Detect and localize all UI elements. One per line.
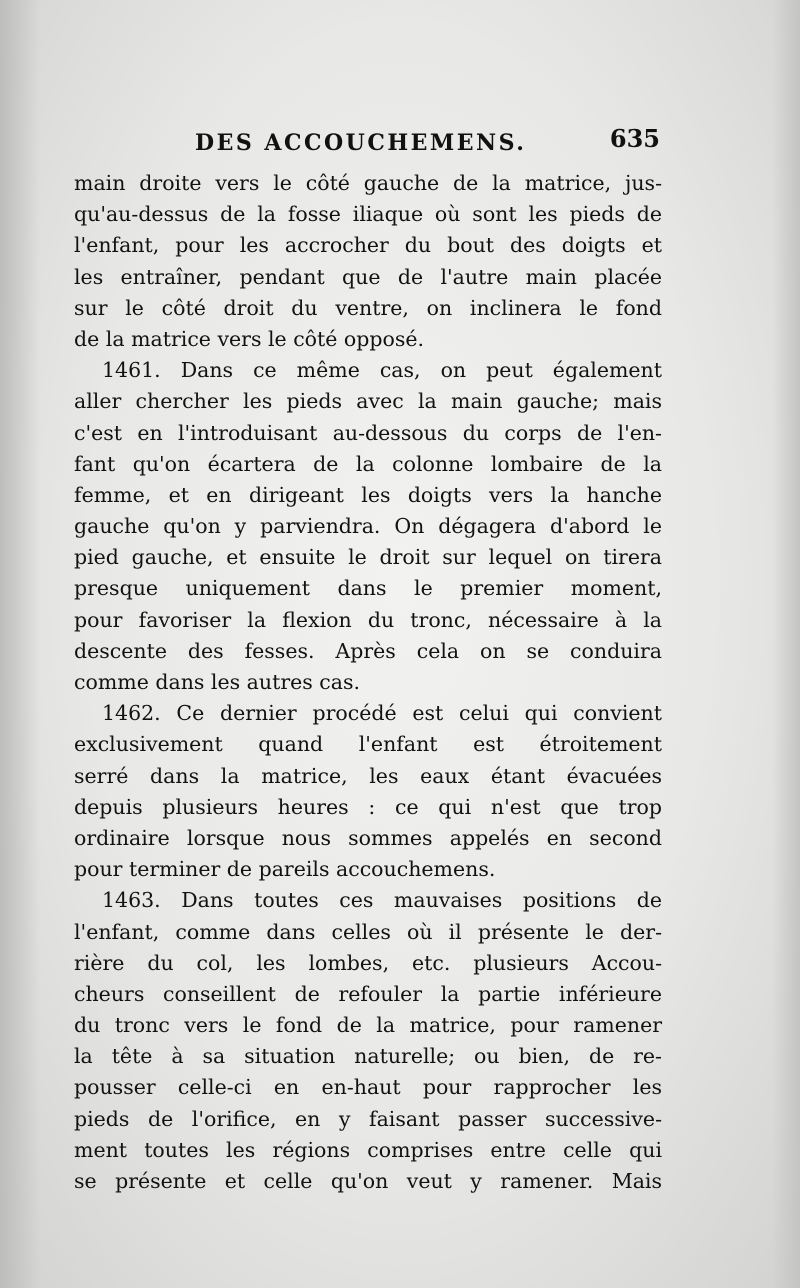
text-line: serré dans la matrice, les eaux étant évacuées — [74, 763, 662, 788]
text-line: presque uniquement dans le premier moment, — [74, 576, 662, 601]
text-line: les entraîner, pendant que de l'autre main placée — [74, 264, 662, 289]
text-line: ordinaire lorsque nous sommes appelés en second — [74, 825, 662, 850]
text-line: depuis plusieurs heures : ce qui n'est que trop — [74, 794, 662, 819]
text-line: descente des fesses. Après cela on se conduira — [74, 638, 662, 663]
text-line: du tronc vers le fond de la matrice, pour ramener — [74, 1013, 662, 1038]
text-line: pied gauche, et ensuite le droit sur lequel on tirera — [74, 545, 662, 570]
text-line: pousser celle-ci en en-haut pour rapprocher les — [74, 1075, 662, 1100]
text-line: c'est en l'introduisant au-dessous du corps de l'en- — [74, 420, 662, 445]
body-text — [74, 168, 662, 1197]
text-line: comme dans les autres cas. — [74, 670, 361, 694]
text-line: pour favoriser la flexion du tronc, nécessaire à la — [74, 607, 662, 632]
text-line: de la matrice vers le côté opposé. — [74, 326, 425, 351]
text-line: femme, et en dirigeant les doigts vers la hanche — [74, 482, 662, 507]
text-line: rière du col, les lombes, etc. plusieurs Accou- — [74, 950, 662, 975]
page-header — [195, 124, 660, 166]
text-line: aller chercher les pieds avec la main gauche; mais — [74, 389, 662, 414]
text-line: main droite vers le côté gauche de la matrice, jus- — [74, 171, 662, 195]
running-title: DES ACCOUCHEMENS. — [195, 130, 527, 156]
text-line: l'enfant, comme dans celles où il présente le der- — [74, 919, 662, 944]
text-line: l'enfant, pour les accrocher du bout des doigts et — [74, 233, 662, 258]
page-edge-shadow-left — [0, 0, 40, 1288]
paragraph-1461-start: 1461. Dans ce même cas, on peut également — [102, 358, 662, 383]
text-line: pieds de l'orifice, en y faisant passer successive- — [74, 1106, 662, 1131]
paragraph-1462-start: 1462. Ce dernier procédé est celui qui convient — [102, 701, 662, 726]
text-line: pour terminer de pareils accouchemens. — [74, 857, 496, 882]
paragraph-1463-start: 1463. Dans toutes ces mauvaises positions de — [102, 888, 662, 913]
page-edge-shadow-right — [772, 0, 800, 1288]
text-line: se présente et celle qu'on veut y ramener. Mais — [74, 1169, 662, 1193]
text-line: exclusivement quand l'enfant est étroitement — [74, 732, 662, 757]
page-number: 635 — [609, 124, 660, 153]
text-line: sur le côté droit du ventre, on inclinera le fond — [74, 295, 662, 320]
text-line: qu'au-dessus de la fosse iliaque où sont les pieds de — [74, 202, 662, 227]
text-line: fant qu'on écartera de la colonne lombaire de la — [74, 451, 662, 476]
text-line: ment toutes les régions comprises entre celle qui — [74, 1137, 662, 1162]
text-line: cheurs conseillent de refouler la partie inférieure — [74, 981, 662, 1006]
text-line: gauche qu'on y parviendra. On dégagera d'abord le — [74, 514, 662, 539]
text-line: la tête à sa situation naturelle; ou bien, de re- — [74, 1044, 662, 1069]
